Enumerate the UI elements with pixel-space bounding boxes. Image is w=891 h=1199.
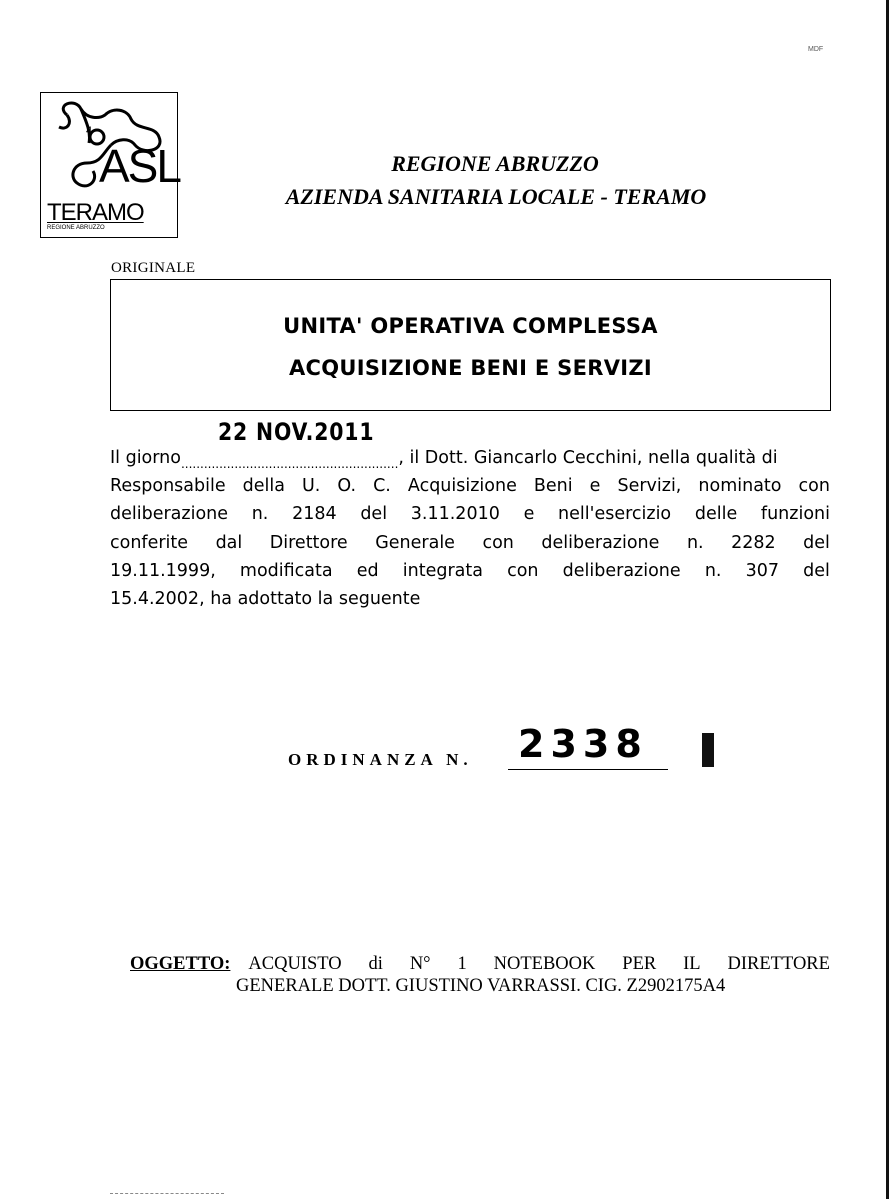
- word: e: [523, 504, 535, 525]
- ordinanza-underline: [508, 769, 668, 770]
- word: con: [798, 476, 830, 497]
- word: Generale: [375, 532, 455, 553]
- word: n.: [704, 560, 722, 581]
- body-line-1-start: Il giorno: [110, 448, 181, 468]
- word: dal: [215, 532, 243, 553]
- stamp-mark: [702, 733, 714, 767]
- body-line-4: [110, 529, 830, 557]
- word: Servizi,: [617, 476, 682, 497]
- word: deliberazione: [541, 532, 660, 553]
- word: 2282: [731, 532, 776, 553]
- word: della: [242, 476, 285, 497]
- oggetto-block: [130, 953, 830, 997]
- unit-title-line-2: ACQUISIZIONE BENI E SERVIZI: [289, 356, 652, 380]
- word: Responsabile: [110, 476, 226, 497]
- body-line-6: [110, 585, 830, 613]
- body-line-6-text: 15.4.2002, ha adottato la seguente: [110, 588, 421, 609]
- scan-artifact: [110, 1193, 224, 1194]
- body-line-2: [110, 472, 830, 500]
- body-line-1: [110, 444, 830, 472]
- word: ACQUISTO: [248, 954, 342, 974]
- body-line-1-end: , il Dott. Giancarlo Cecchini, nella qualità di: [398, 448, 778, 468]
- word: e: [589, 476, 601, 497]
- oggetto-line-1: [130, 953, 830, 975]
- body-paragraph: [110, 444, 830, 613]
- originale-label: ORIGINALE: [111, 260, 196, 276]
- header-agency: AZIENDA SANITARIA LOCALE - TERAMO: [285, 184, 707, 209]
- word: nell'esercizio: [558, 504, 672, 525]
- word: Acquisizione: [407, 476, 517, 497]
- word: ed: [356, 560, 379, 581]
- word: del: [803, 532, 830, 553]
- date-stamp: 22 NOV.2011: [218, 418, 375, 446]
- word: deliberazione: [562, 560, 681, 581]
- word: modificata: [239, 560, 333, 581]
- asl-logo: [40, 92, 178, 238]
- word: nominato: [698, 476, 782, 497]
- scan-edge-line: [886, 0, 889, 1199]
- word: NOTEBOOK: [493, 954, 596, 974]
- body-line-5: [110, 557, 830, 585]
- corner-code: MDF: [808, 46, 824, 53]
- word: funzioni: [760, 504, 830, 525]
- word: del: [360, 504, 388, 525]
- word: 2184: [292, 504, 337, 525]
- word: Beni: [533, 476, 573, 497]
- unit-title-line-1: UNITA' OPERATIVA COMPLESSA: [283, 314, 658, 338]
- word: con: [507, 560, 539, 581]
- word: n.: [686, 532, 704, 553]
- oggetto-label: OGGETTO:: [130, 954, 231, 974]
- ordinanza-number: 2338: [518, 722, 648, 766]
- word: conferite: [110, 532, 189, 553]
- logo-teramo-text: TERAMO: [47, 199, 144, 226]
- word: di: [368, 954, 383, 974]
- date-dotted-fill: .........................................................: [180, 457, 399, 471]
- word: con: [482, 532, 514, 553]
- logo-region-text: REGIONE ABRUZZO: [47, 225, 105, 231]
- word: n.: [251, 504, 269, 525]
- word: deliberazione: [110, 504, 229, 525]
- oggetto-line-1-words: [230, 953, 830, 975]
- word: 19.11.1999,: [110, 560, 216, 581]
- word: O.: [337, 476, 357, 497]
- word: integrata: [402, 560, 483, 581]
- word: del: [803, 560, 830, 581]
- word: 1: [457, 954, 467, 974]
- word: delle: [694, 504, 738, 525]
- word: 3.11.2010: [410, 504, 500, 525]
- word: DIRETTORE: [727, 954, 830, 974]
- unit-box: [110, 279, 831, 411]
- word: IL: [683, 954, 701, 974]
- oggetto-line-2: GENERALE DOTT. GIUSTINO VARRASSI. CIG. Z2902175A4: [236, 976, 726, 996]
- word: Direttore: [269, 532, 348, 553]
- logo-asl-text: ASL: [99, 140, 180, 192]
- ordinanza-label: ORDINANZA N.: [288, 750, 473, 769]
- logo-number: 4: [86, 125, 93, 137]
- word: U.: [302, 476, 321, 497]
- header-region: REGIONE ABRUZZO: [391, 151, 599, 176]
- word: 307: [745, 560, 780, 581]
- word: C.: [373, 476, 391, 497]
- word: N°: [409, 954, 431, 974]
- word: PER: [622, 954, 657, 974]
- body-line-3: [110, 500, 830, 528]
